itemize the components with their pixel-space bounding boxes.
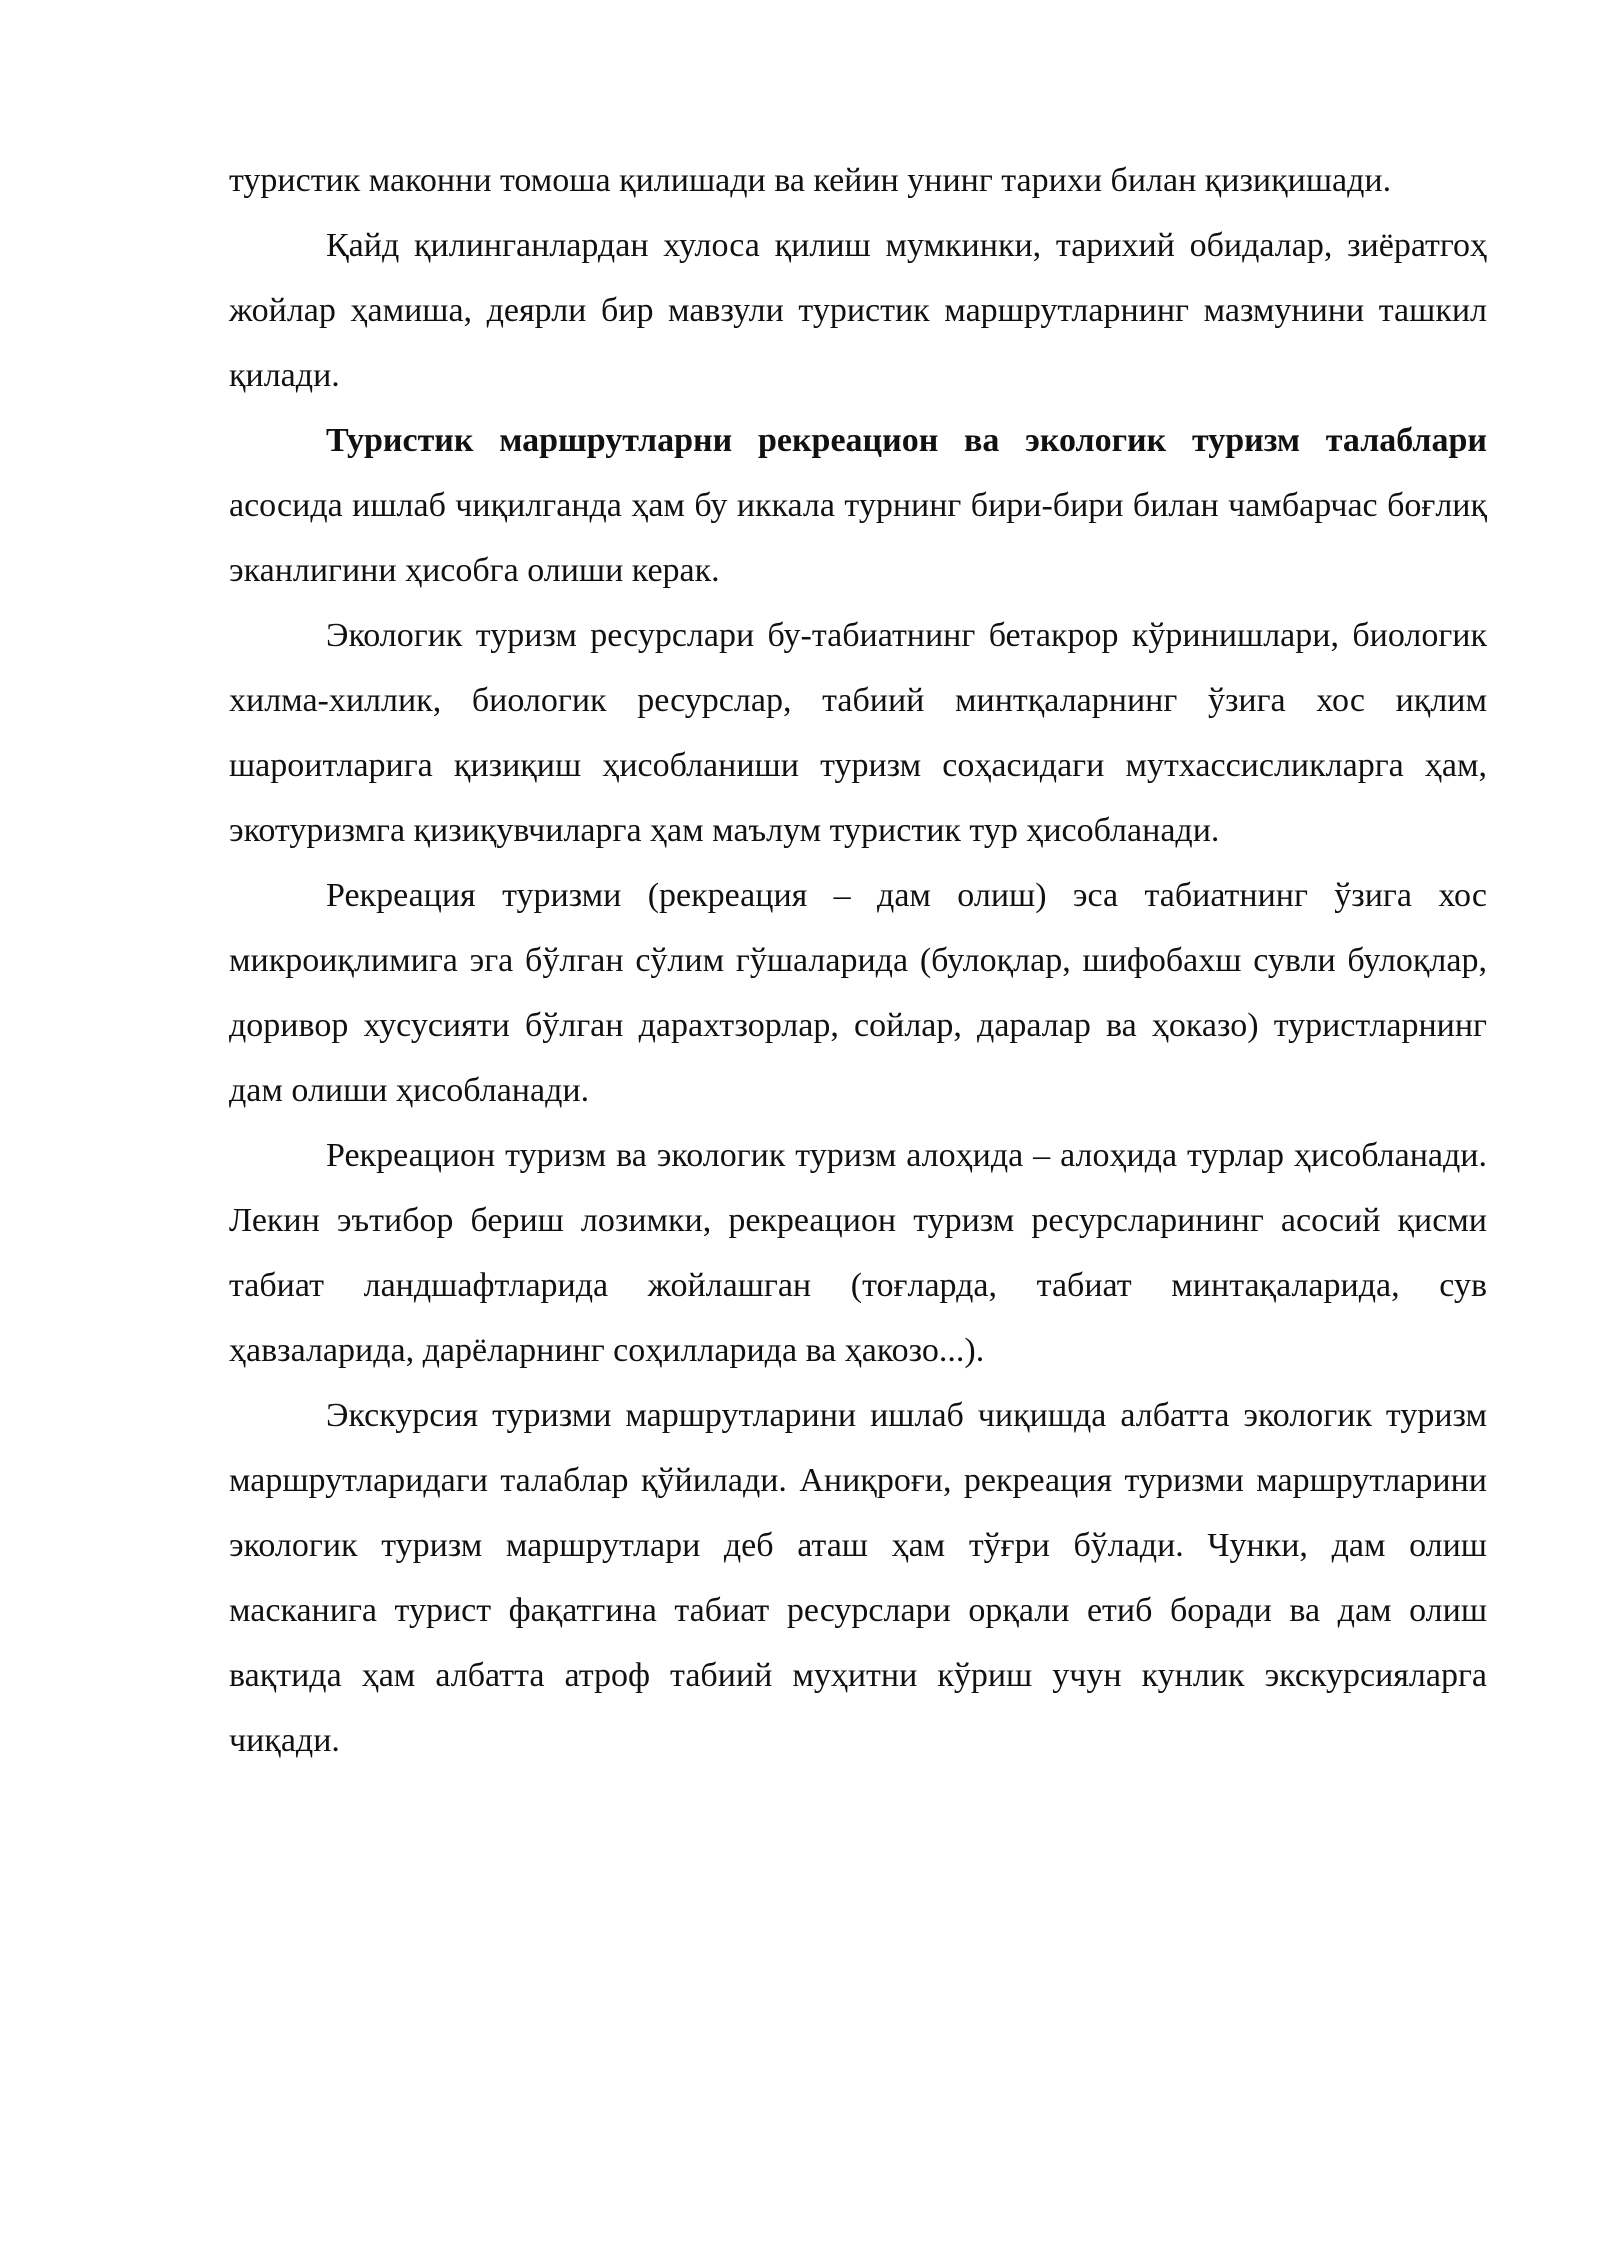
paragraph (229, 213, 1487, 408)
paragraph-text: асосида ишлаб чиқилганда ҳам бу иккала турнинг бири-бири билан чамбарчас боғлиқ эканлигини ҳисобга олиши керак. (229, 487, 1487, 589)
paragraph (229, 603, 1487, 863)
paragraph-bold-lead: Туристик маршрутларни рекреацион ва экологик туризм талаблари (326, 422, 1487, 459)
paragraph-text: Экскурсия туризми маршрутларини ишлаб чиқишда албатта экологик туризм маршрутларидаги талаблар қўйилади. Аниқроғи, рекреация туризми маршрутларини экологик туризм маршрутлари деб аташ ҳам тўғри бўлади. Чунки, дам олиш масканига турист фақатгина табиат ресурслари орқали етиб боради ва дам олиш вақтида ҳам албатта атроф табиий муҳитни кўриш учун кунлик экскурсияларга чиқади. (229, 1397, 1487, 1759)
paragraph (229, 1383, 1487, 1773)
document-body (229, 148, 1487, 1773)
paragraph-text: туристик маконни томоша қилишади ва кейин унинг тарихи билан қизиқишади. (229, 162, 1392, 199)
paragraph (229, 863, 1487, 1123)
paragraph-text: Қайд қилинганлардан хулоса қилиш мумкинки, тарихий обидалар, зиёратгоҳ жойлар ҳамиша, деярли бир мавзули туристик маршрутларнинг мазмунини ташкил қилади. (229, 227, 1487, 394)
paragraph-text: Рекреация туризми (рекреация – дам олиш) эса табиатнинг ўзига хос микроиқлимига эга бўлган сўлим гўшаларида (булоқлар, шифобахш сувли булоқлар, доривор хусусияти бўлган дарахтзорлар, сойлар, даралар ва ҳоказо) туристларнинг дам олиши ҳисобланади. (229, 877, 1487, 1109)
paragraph-text: Рекреацион туризм ва экологик туризм алоҳида – алоҳида турлар ҳисобланади. Лекин эътибор бериш лозимки, рекреацион туризм ресурсларининг асосий қисми табиат ландшафтларида жойлашган (тоғларда, табиат минтақаларида, сув ҳавзаларида, дарёларнинг соҳилларида ва ҳакозо...). (229, 1137, 1487, 1369)
paragraph (229, 1123, 1487, 1383)
paragraph (229, 408, 1487, 603)
paragraph-text: Экологик туризм ресурслари бу-табиатнинг бетакрор кўринишлари, биологик хилма-хиллик, биологик ресурслар, табиий минтқаларнинг ўзига хос иқлим шароитларига қизиқиш ҳисобланиши туризм соҳасидаги мутхассисликларга ҳам, экотуризмга қизиқувчиларга ҳам маълум туристик тур ҳисобланади. (229, 617, 1487, 849)
paragraph-continuation (229, 148, 1487, 213)
